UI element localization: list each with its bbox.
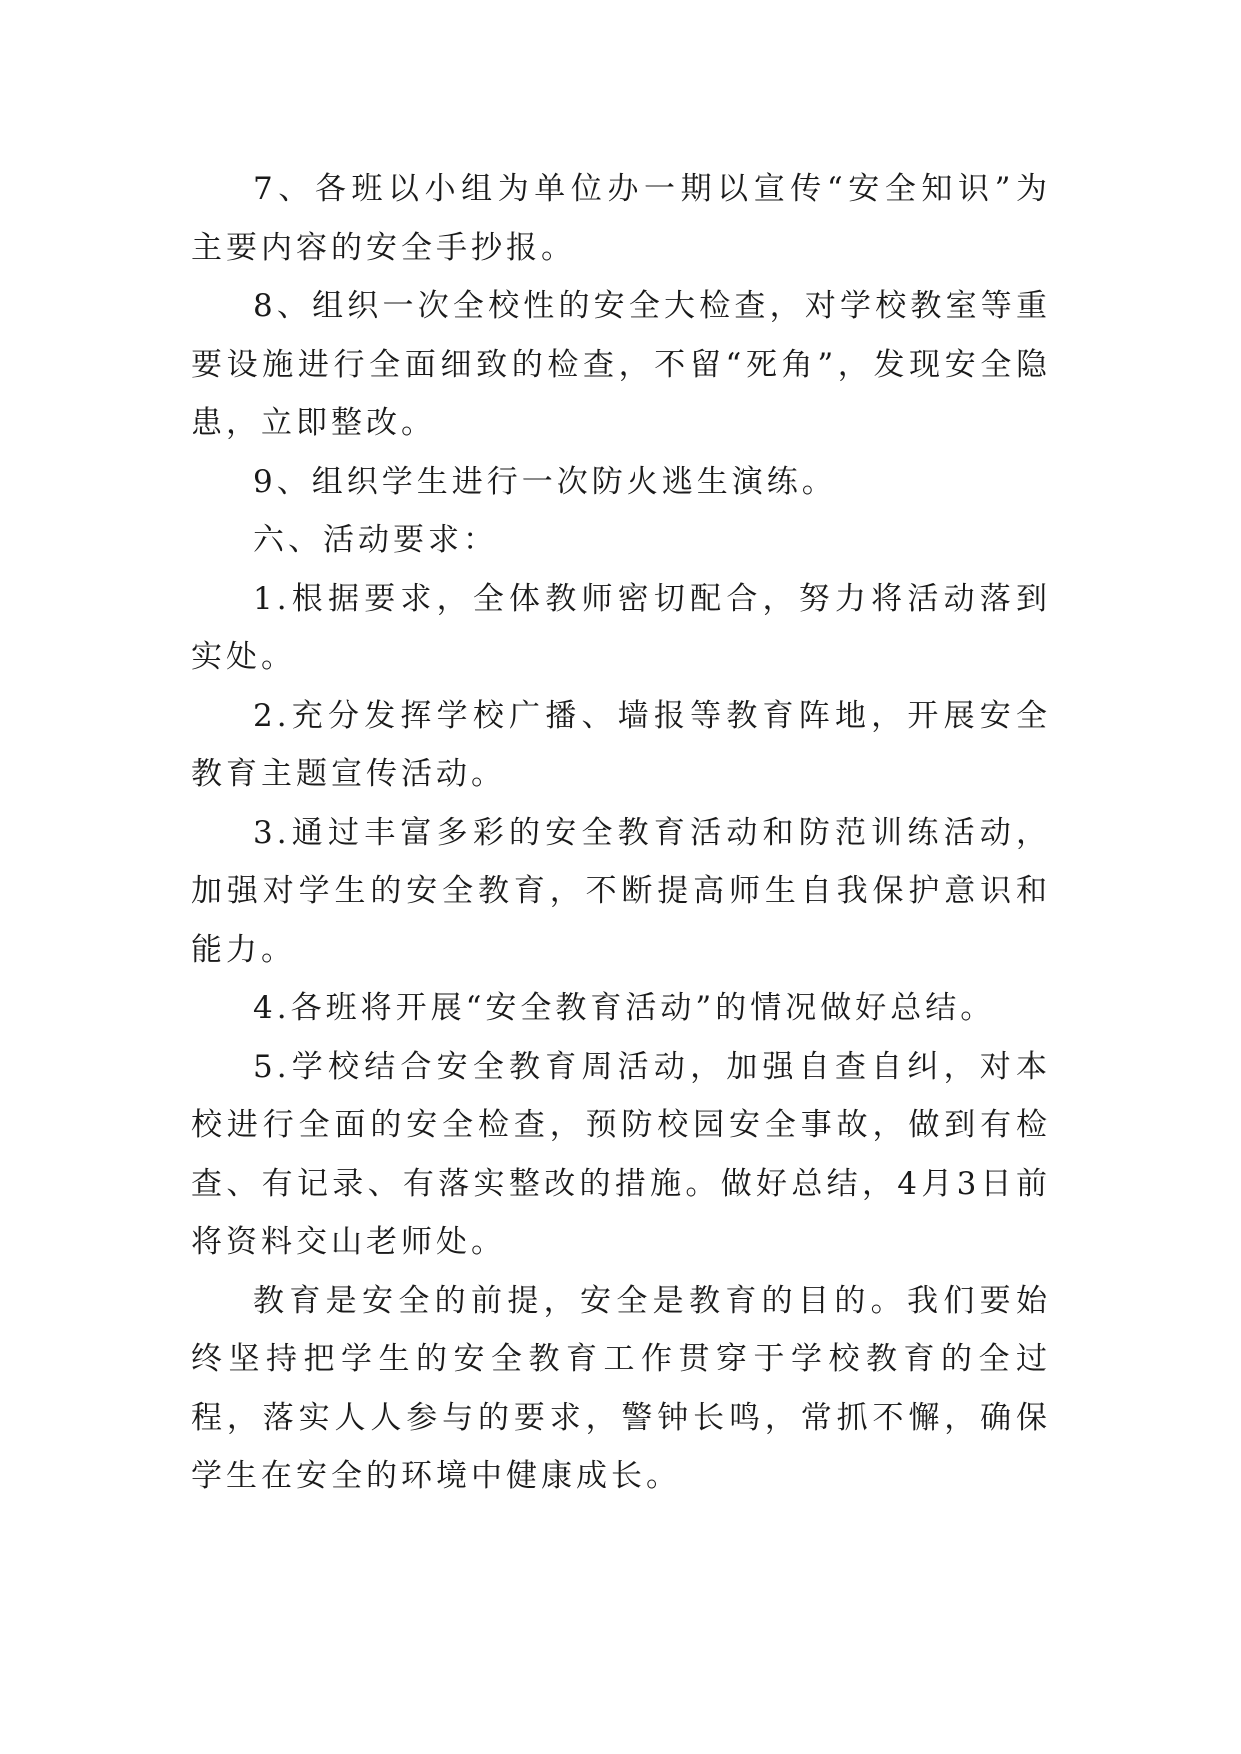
paragraph-item-7: 7、各班以小组为单位办一期以宣传“安全知识”为主要内容的安全手抄报。: [191, 171, 1051, 266]
document-body: [191, 160, 1051, 1506]
requirement-item-4: 4.各班将开展“安全教育活动”的情况做好总结。: [253, 990, 996, 1026]
requirement-item-2: 2.充分发挥学校广播、墙报等教育阵地，开展安全教育主题宣传活动。: [191, 697, 1051, 792]
section-heading-requirements: 六、活动要求：: [253, 522, 498, 558]
requirement-item-3: 3.通过丰富多彩的安全教育活动和防范训练活动，加强对学生的安全教育，不断提高师生自我保护意识和能力。: [191, 814, 1051, 968]
paragraph-item-8: 8、组织一次全校性的安全大检查，对学校教室等重要设施进行全面细致的检查，不留“死角”，发现安全隐患，立即整改。: [191, 288, 1051, 441]
closing-paragraph: 教育是安全的前提，安全是教育的目的。我们要始终坚持把学生的安全教育工作贯穿于学校教育的全过程，落实人人参与的要求，警钟长鸣，常抓不懈，确保学生在安全的环境中健康成长。: [191, 1282, 1051, 1494]
requirement-item-5: 5.学校结合安全教育周活动，加强自查自纠，对本校进行全面的安全检查，预防校园安全事故，做到有检查、有记录、有落实整改的措施。做好总结，4月3日前将资料交山老师处。: [191, 1048, 1051, 1260]
requirement-item-1: 1.根据要求，全体教师密切配合，努力将活动落到实处。: [191, 580, 1051, 675]
paragraph-item-9: 9、组织学生进行一次防火逃生演练。: [253, 463, 837, 500]
